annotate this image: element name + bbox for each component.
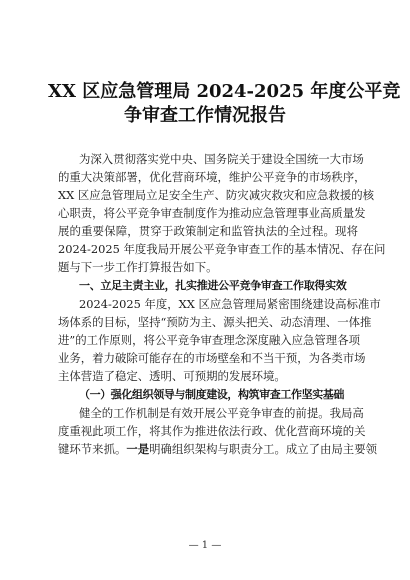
intro-line-5: 展的重要保障，贯穿于政策制定和监管执法的全过程。现将	[58, 224, 358, 238]
subsection-1-point-marker: 一是	[126, 442, 150, 456]
document-title-line-2: 争审查工作情况报告	[124, 105, 286, 126]
document-title-line-1: XX 区应急管理局 2024-2025 年度公平竞	[48, 81, 401, 102]
intro-line-4: 心职责，将公平竞争审查制度作为推动应急管理事业高质量发	[58, 206, 366, 220]
section-1-line-5: 主体营造了稳定、透明、可预期的发展环境。	[58, 369, 286, 383]
subsection-1-line-1: 健全的工作机制是有效开展公平竞争审查的前提。我局高	[79, 406, 364, 420]
intro-line-3: XX 区应急管理局立足安全生产、防灾减灾救灾和应急救援的核	[58, 188, 374, 202]
intro-line-1: 为深入贯彻落实党中央、国务院关于建设全国统一大市场	[79, 152, 364, 166]
intro-line-6: 2024-2025 年度我局开展公平竞争审查工作的基本情况、存在问	[58, 242, 386, 256]
subsection-1-line-3	[58, 442, 377, 457]
subsection-1-heading: （一）强化组织领导与制度建设，构筑审查工作坚实基础	[79, 388, 344, 401]
intro-line-7: 题与下一步工作打算报告如下。	[58, 260, 218, 274]
section-1-line-3: 进”的工作原则，将公平竞争审查理念深度融入应急管理各项	[58, 333, 360, 347]
page-number: — 1 —	[188, 540, 222, 551]
section-1-heading: 一、立足主责主业，扎实推进公平竞争审查工作取得实效	[79, 279, 347, 292]
section-1-line-4: 业务，着力破除可能存在的市场壁垒和不当干预，为各类市场	[58, 351, 366, 365]
section-1-line-1: 2024-2025 年度，XX 区应急管理局紧密围绕建设高标准市	[79, 297, 381, 311]
section-1-line-2: 场体系的目标，坚持“预防为主、源头把关、动态清理、一体推	[58, 315, 372, 329]
subsection-1-line-3-tail: 明确组织架构与职责分工。成立了由局主要领	[149, 442, 377, 456]
intro-line-2: 的重大决策部署，优化营商环境，维护公平竞争的市场秩序，	[58, 170, 366, 184]
subsection-1-line-3-text: 键环节来抓。	[58, 442, 127, 456]
subsection-1-line-2: 度重视此项工作，将其作为推进依法行政、优化营商环境的关	[58, 424, 366, 438]
